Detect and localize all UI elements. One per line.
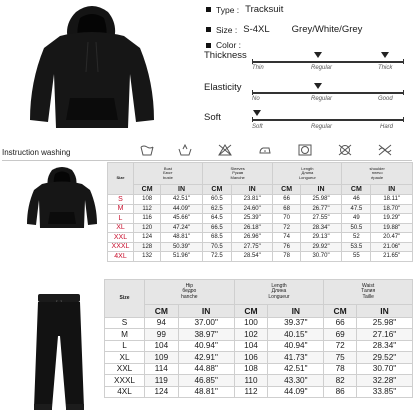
table-cell: 66 [324,317,357,329]
table-cell: 102 [234,329,268,341]
table-cell: 132 [134,252,161,262]
unit-row: CM IN CM IN CM IN [105,305,413,318]
table-cell: 30.70" [300,252,342,262]
table-cell: 78 [273,252,300,262]
table-cell: 124 [134,233,161,243]
table-cell: 47.5 [342,204,371,214]
table-cell: 23.81" [231,195,273,205]
table-cell: 99 [145,329,179,341]
size-header: Size [105,280,145,318]
table-cell: 69 [324,329,357,341]
bullet-square-icon [206,7,211,12]
table-cell: 49 [342,214,371,224]
unit-row: CM IN CM IN CM IN CM IN [108,185,413,195]
size-cell: XXXL [105,375,145,387]
table-cell: 27.55" [300,214,342,224]
table-cell: 53.5 [342,242,371,252]
table-row [105,352,413,364]
table-cell: 70.5 [202,242,231,252]
type-value: Tracksuit [245,4,284,15]
table-cell: 25.98" [300,195,342,205]
scale-title: Soft [204,112,221,123]
scale-marker-icon [381,52,389,58]
type-row [206,4,283,15]
pants-size-table [104,279,413,398]
table-row [105,386,413,398]
table-cell: 29.92" [300,242,342,252]
table-cell: 62.5 [202,204,231,214]
column-header: Sleeves Рукав Manche [202,163,273,185]
table-cell: 112 [234,386,268,398]
hoodie-photo-large [8,2,176,142]
table-cell: 33.85" [356,386,412,398]
hoodie-size-table [107,162,413,262]
no-bleach-icon [218,144,232,156]
table-cell: 38.97" [178,329,234,341]
table-cell: 94 [145,317,179,329]
table-cell: 109 [145,352,179,364]
scale-title: Elasticity [204,82,242,93]
hoodie-size-rows [108,195,413,262]
scale-title: Thickness [204,50,247,61]
iron-low-icon [258,144,272,156]
no-wring-icon [378,144,392,156]
wash-30-icon [140,144,154,156]
size-header: Size [108,163,134,195]
table-cell: 25.98" [356,317,412,329]
table-cell: 106 [234,352,268,364]
divider [2,160,412,161]
table-cell: 110 [234,375,268,387]
table-cell: 128 [134,242,161,252]
size-label: Size : [216,24,238,35]
type-label: Type : [216,4,240,15]
size-cell: 4XL [108,252,134,262]
color-label: Color : [216,40,242,50]
table-cell: 72 [273,223,300,233]
table-cell: 46 [342,195,371,205]
size-cell: L [108,214,134,224]
table-cell: 29.13" [300,233,342,243]
table-cell: 25.39" [231,214,273,224]
table-cell: 44.88" [178,363,234,375]
table-cell: 40.94" [268,340,324,352]
table-cell: 26.18" [231,223,273,233]
table-cell: 28.54" [231,252,273,262]
size-cell: XL [108,223,134,233]
column-header: Length Длина Longueur [273,163,342,185]
table-cell: 21.06" [371,242,413,252]
bullet-square-icon [206,27,211,32]
table-cell: 66 [273,195,300,205]
table-cell: 64.5 [202,214,231,224]
table-cell: 18.70" [371,204,413,214]
column-header: shoulder плечо épaule [342,163,413,185]
washing-title: Instruction washing [2,148,71,157]
table-cell: 70 [273,214,300,224]
column-header: Bust Бюст buste [134,163,203,185]
color-value: Grey/White/Grey [291,24,363,35]
size-row [206,24,362,35]
table-cell: 46.85" [178,375,234,387]
table-cell: 60.5 [202,195,231,205]
table-cell: 39.37" [268,317,324,329]
table-cell: 40.15" [268,329,324,341]
table-cell: 74 [273,233,300,243]
table-row [108,242,413,252]
column-header: Length Длина Longueur [234,280,324,305]
table-cell: 28.34" [356,340,412,352]
table-row [105,329,413,341]
table-cell: 104 [145,340,179,352]
color-row [206,40,247,50]
scale-marker-icon [314,83,322,89]
table-cell: 48.81" [161,233,203,243]
table-cell: 114 [145,363,179,375]
table-cell: 43.30" [268,375,324,387]
table-cell: 41.73" [268,352,324,364]
table-cell: 112 [134,204,161,214]
table-cell: 100 [234,317,268,329]
table-cell: 124 [145,386,179,398]
size-value: S-4XL [243,24,270,35]
table-cell: 44.09" [268,386,324,398]
tumble-dry-icon [298,144,312,156]
scale-marker-icon [253,110,261,116]
table-cell: 42.51" [161,195,203,205]
size-cell: 4XL [105,386,145,398]
column-header: Hip бедро hanche [145,280,235,305]
table-cell: 52 [342,233,371,243]
table-cell: 40.94" [178,340,234,352]
column-header: Waist Талия Taille [324,280,413,305]
table-cell: 68.5 [202,233,231,243]
table-cell: 76 [273,242,300,252]
table-cell: 19.88" [371,223,413,233]
table-cell: 86 [324,386,357,398]
size-cell: L [105,340,145,352]
table-cell: 26.96" [231,233,273,243]
table-cell: 42.51" [268,363,324,375]
table-cell: 120 [134,223,161,233]
table-cell: 24.60" [231,204,273,214]
pants-size-rows [105,317,413,398]
no-dry-clean-icon [338,144,352,156]
bullet-square-icon [206,43,211,48]
pants-photo [24,292,94,416]
table-row [108,223,413,233]
table-cell: 47.24" [161,223,203,233]
table-cell: 66.5 [202,223,231,233]
hoodie-photo-small [22,166,102,232]
table-cell: 18.11" [371,195,413,205]
table-cell: 72.5 [202,252,231,262]
table-cell: 78 [324,363,357,375]
table-cell: 75 [324,352,357,364]
table-cell: 50.39" [161,242,203,252]
table-cell: 19.29" [371,214,413,224]
table-cell: 72 [324,340,357,352]
table-cell: 116 [134,214,161,224]
table-cell: 27.75" [231,242,273,252]
size-cell: M [105,329,145,341]
table-row [105,375,413,387]
size-cell: XL [105,352,145,364]
table-cell: 30.70" [356,363,412,375]
table-cell: 29.52" [356,352,412,364]
table-cell: 55 [342,252,371,262]
table-cell: 20.47" [371,233,413,243]
table-cell: 50.5 [342,223,371,233]
table-header-row [105,280,413,305]
table-cell: 42.91" [178,352,234,364]
table-cell: 108 [234,363,268,375]
table-row [108,204,413,214]
table-row [108,252,413,262]
table-cell: 108 [134,195,161,205]
table-row [108,233,413,243]
size-cell: XXXL [108,242,134,252]
table-cell: 45.66" [161,214,203,224]
table-cell: 32.28" [356,375,412,387]
size-cell: S [105,317,145,329]
table-cell: 37.00" [178,317,234,329]
table-cell: 21.65" [371,252,413,262]
table-cell: 119 [145,375,179,387]
table-cell: 26.77" [300,204,342,214]
size-cell: XXL [108,233,134,243]
table-row [105,363,413,375]
table-row [105,340,413,352]
table-cell: 68 [273,204,300,214]
table-cell: 28.34" [300,223,342,233]
table-cell: 82 [324,375,357,387]
table-cell: 27.16" [356,329,412,341]
table-cell: 44.09" [161,204,203,214]
table-row [105,317,413,329]
scale-marker-icon [314,52,322,58]
table-row [108,195,413,205]
size-cell: S [108,195,134,205]
size-cell: M [108,204,134,214]
table-cell: 48.81" [178,386,234,398]
hand-wash-icon [178,144,192,156]
table-row [108,214,413,224]
size-cell: XXL [105,363,145,375]
table-cell: 51.96" [161,252,203,262]
table-cell: 104 [234,340,268,352]
table-header-row [108,163,413,185]
